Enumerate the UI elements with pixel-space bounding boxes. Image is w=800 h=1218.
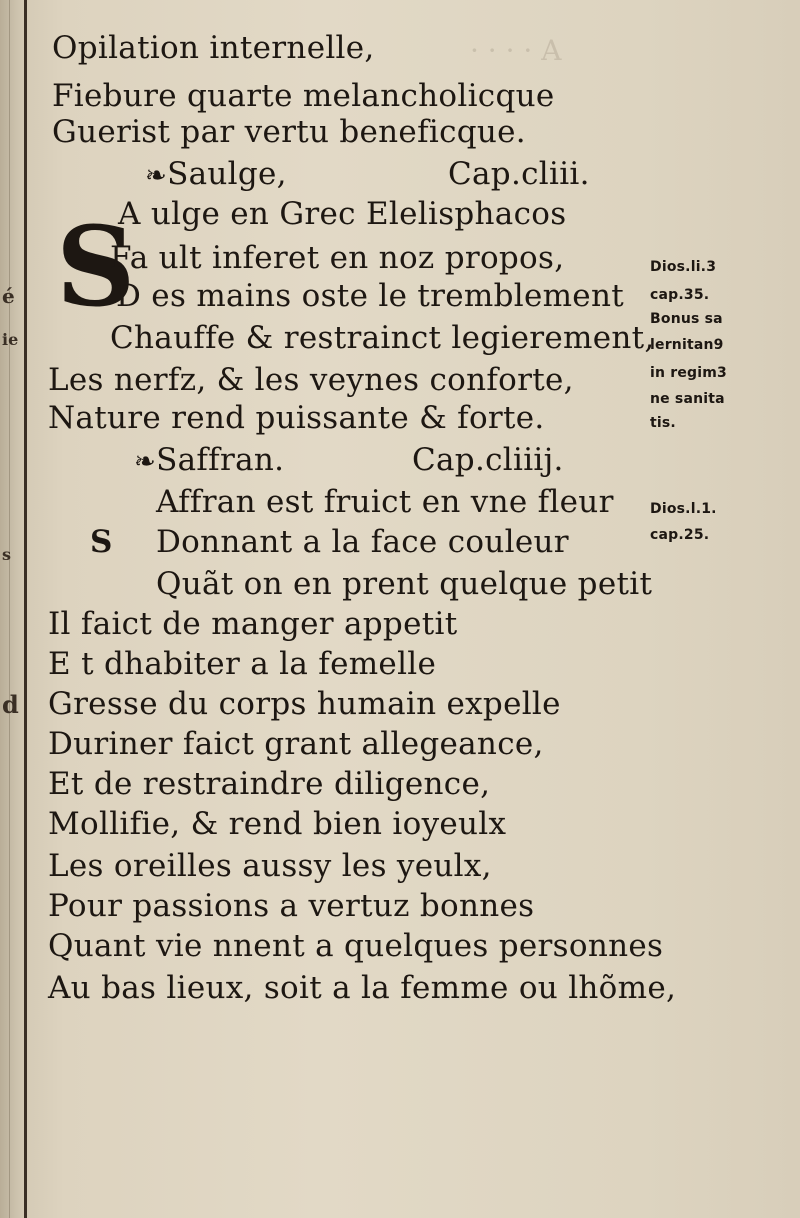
text-line: Pour passions a vertuz bonnes [48,888,535,924]
gutter-shadow-line [9,0,10,1218]
text-line: Mollifie, & rend bien ioyeulx [48,806,507,842]
page-gutter [0,0,26,1218]
edge-fragment: s [2,545,12,564]
text-line: Guerist par vertu beneficque. [52,114,526,150]
text-line: Les nerfz, & les veynes conforte, [48,362,574,398]
edge-fragment: é [2,284,15,308]
edge-fragment: ie [2,330,19,349]
fleuron-icon: ❧ [134,447,157,477]
text-line: Fa ult inferet en noz propos, [110,240,565,276]
margin-note: Dios.li.3 [650,259,717,275]
section-heading [134,442,284,480]
chapter-number: Cap.cliii. [448,156,590,192]
text-line: Quãt on en prent quelque petit [156,566,653,602]
margin-note: ne sanita [650,391,725,407]
heading-title: Saffran. [156,442,285,478]
text-line: Et de restraindre diligence, [48,766,491,802]
text-line: Les oreilles aussy les yeulx, [48,848,492,884]
text-line: Chauffe & restrainct legierement, [110,320,655,356]
section-heading [145,156,287,194]
chapter-number: Cap.cliiij. [412,442,564,478]
text-line: A ulge en Grec Elelisphacos [118,196,567,232]
margin-note: Bonus sa [650,311,723,327]
margin-note: cap.25. [650,527,710,543]
drop-cap: S [56,202,136,331]
margin-note: Dios.l.1. [650,501,717,517]
margin-note: tis. [650,415,676,431]
fleuron-icon: ❧ [145,161,168,191]
initial-letter: S [90,524,113,560]
margin-note: in regim3 [650,365,727,381]
margin-note: lernitan9 [650,337,724,353]
text-line: Au bas lieux, soit a la femme ou lhõme, [48,970,677,1006]
text-line: Quant vie nnent a quelques personnes [48,928,664,964]
show-through-text: · · · · A [470,34,562,67]
text-line: Nature rend puissante & forte. [48,400,545,436]
text-line: Gresse du corps humain expelle [48,686,561,722]
binding-edge-line [24,0,27,1218]
text-line: Affran est fruict en vne fleur [156,484,614,520]
text-line: E t dhabiter a la femelle [48,646,437,682]
text-line: Fiebure quarte melancholicque [52,78,555,114]
text-line: Opilation internelle, [52,30,375,66]
text-line: D es mains oste le tremblement [116,278,624,314]
text-line: Il faict de manger appetit [48,606,458,642]
text-line: Duriner faict grant allegeance, [48,726,544,762]
text-line: Donnant a la face couleur [156,524,569,560]
edge-fragment: d [2,690,19,719]
heading-title: Saulge, [167,156,287,192]
margin-note: cap.35. [650,287,710,303]
